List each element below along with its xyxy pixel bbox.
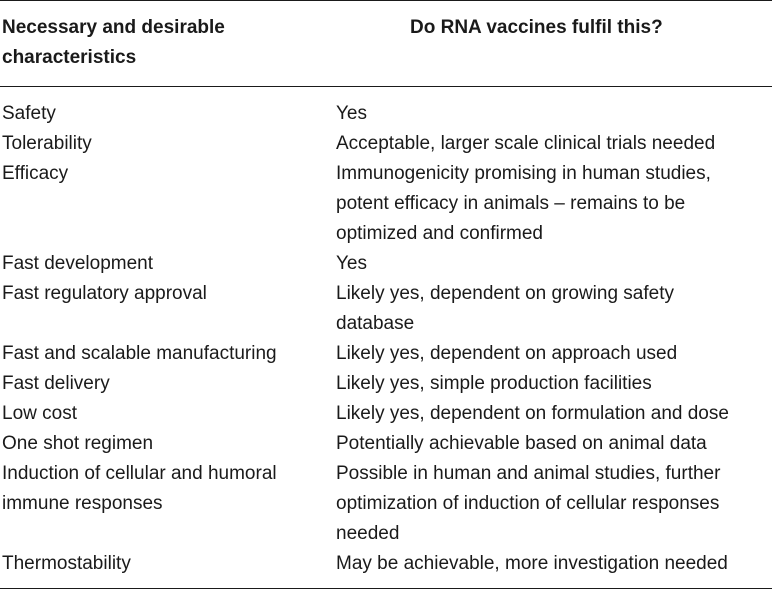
answer-text: optimization of induction of cellular responses [336, 493, 720, 514]
characteristic-text: immune responses [2, 493, 163, 514]
header-characteristics-line1: Necessary and desirable [2, 17, 225, 38]
header-rna-fulfil-text: Do RNA vaccines fulfil this? [410, 17, 663, 38]
header-characteristics [2, 13, 322, 73]
characteristic-cell [0, 399, 336, 429]
answer-text: Likely yes, simple production facilities [336, 373, 652, 394]
characteristic-cell [0, 279, 336, 339]
characteristic-text: Efficacy [2, 163, 69, 184]
answer-text: needed [336, 523, 400, 544]
characteristic-cell [0, 99, 336, 129]
table-row [0, 549, 772, 579]
characteristic-text: One shot regimen [2, 433, 154, 454]
answer-text: Yes [336, 253, 367, 274]
characteristic-text: Thermostability [2, 553, 131, 574]
answer-text: Likely yes, dependent on growing safety [336, 283, 674, 304]
answer-cell [336, 369, 772, 399]
table-bottom-rule [0, 588, 772, 589]
table-body [0, 99, 772, 579]
answer-text: optimized and confirmed [336, 223, 543, 244]
answer-text: Acceptable, larger scale clinical trials needed [336, 133, 716, 154]
answer-cell [336, 249, 772, 279]
table-row [0, 99, 772, 129]
characteristic-text: Fast and scalable manufacturing [2, 343, 277, 364]
answer-text: Immunogenicity promising in human studies, [336, 163, 711, 184]
characteristic-cell [0, 339, 336, 369]
answer-cell [336, 549, 772, 579]
answer-cell [336, 459, 772, 549]
characteristic-text: Fast regulatory approval [2, 283, 207, 304]
characteristic-cell [0, 549, 336, 579]
characteristic-cell [0, 159, 336, 249]
characteristic-text: Induction of cellular and humoral [2, 463, 277, 484]
answer-text: Potentially achievable based on animal data [336, 433, 707, 454]
characteristic-cell [0, 429, 336, 459]
table-top-rule [0, 0, 772, 1]
table-header-rule [0, 86, 772, 87]
table-row [0, 399, 772, 429]
table-row [0, 159, 772, 249]
answer-text: Likely yes, dependent on approach used [336, 343, 678, 364]
characteristic-text: Fast development [2, 253, 154, 274]
header-rna-fulfil [410, 13, 770, 43]
table-row [0, 429, 772, 459]
table-row [0, 129, 772, 159]
characteristic-text: Low cost [2, 403, 77, 424]
table-row [0, 339, 772, 369]
answer-text: Possible in human and animal studies, further [336, 463, 721, 484]
table-row [0, 459, 772, 549]
characteristic-cell [0, 249, 336, 279]
characteristic-cell [0, 459, 336, 549]
characteristic-cell [0, 129, 336, 159]
answer-text: Yes [336, 103, 367, 124]
answer-cell [336, 279, 772, 339]
characteristic-text: Safety [2, 103, 56, 124]
header-characteristics-line2: characteristics [2, 47, 137, 68]
table-row [0, 369, 772, 399]
answer-cell [336, 339, 772, 369]
answer-text: May be achievable, more investigation needed [336, 553, 728, 574]
table-row [0, 249, 772, 279]
answer-text: database [336, 313, 415, 334]
characteristic-text: Fast delivery [2, 373, 110, 394]
table-row [0, 279, 772, 339]
answer-cell [336, 99, 772, 129]
characteristic-text: Tolerability [2, 133, 92, 154]
answer-cell [336, 129, 772, 159]
answer-cell [336, 159, 772, 249]
answer-text: Likely yes, dependent on formulation and dose [336, 403, 729, 424]
answer-cell [336, 429, 772, 459]
table-header [0, 13, 772, 83]
characteristic-cell [0, 369, 336, 399]
answer-text: potent efficacy in animals – remains to be [336, 193, 686, 214]
answer-cell [336, 399, 772, 429]
